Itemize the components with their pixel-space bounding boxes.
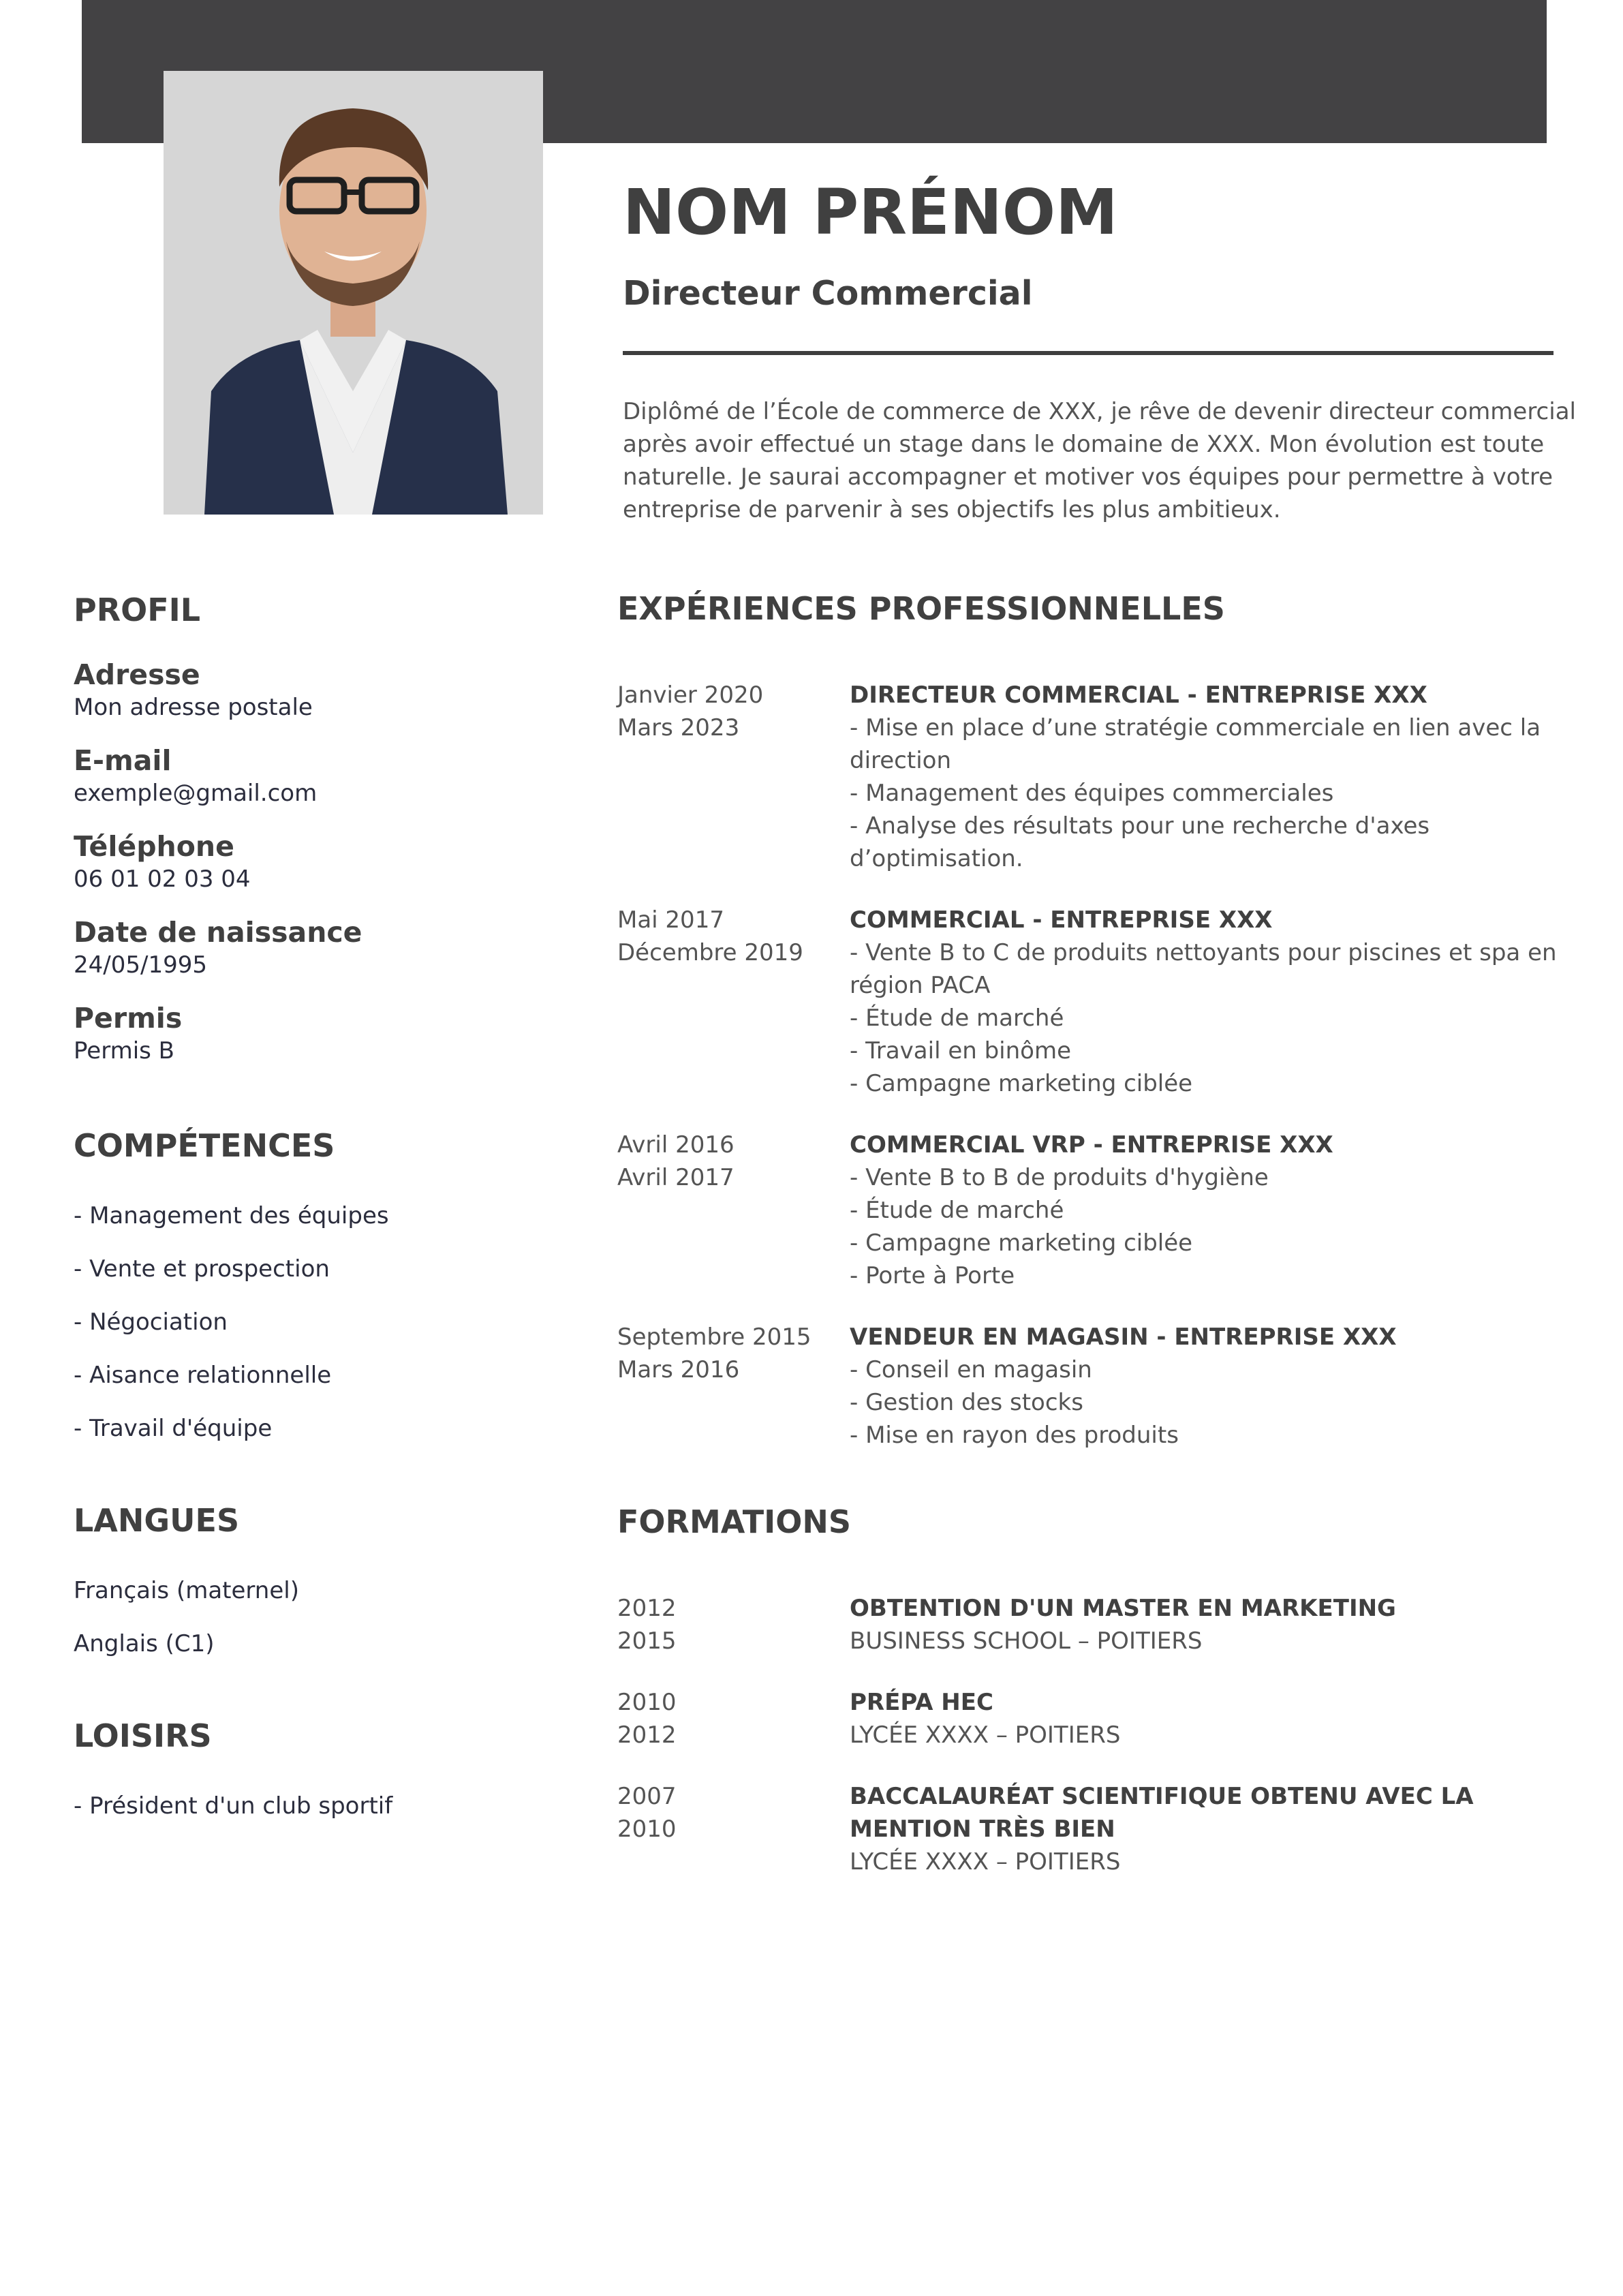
summary-line: après avoir effectué un stage dans le domaine de XXX. Mon évolution est toute <box>623 431 1545 458</box>
profil-field-email <box>74 744 564 807</box>
profil-title: PROFIL <box>74 592 201 628</box>
formation-title: PRÉPA HEC <box>850 1689 993 1716</box>
formations-title: FORMATIONS <box>617 1503 851 1540</box>
date-end: 2010 <box>617 1816 677 1843</box>
field-value: 24/05/1995 <box>74 951 207 979</box>
experience-dates <box>617 904 850 1100</box>
formation-title: BACCALAURÉAT SCIENTIFIQUE OBTENU AVEC LA <box>850 1783 1474 1810</box>
date-start: 2010 <box>617 1689 677 1716</box>
date-end: 2015 <box>617 1627 677 1655</box>
experience-body <box>850 679 1558 875</box>
field-label: Adresse <box>74 658 200 691</box>
experience-line: - Mise en rayon des produits <box>850 1422 1179 1449</box>
formation-dates <box>617 1592 850 1657</box>
candidate-name: NOM PRÉNOM <box>623 176 1118 249</box>
competences-list <box>74 1202 564 1468</box>
experience-line: - Travail en binôme <box>850 1037 1072 1065</box>
date-start: 2012 <box>617 1595 677 1622</box>
experiences-title: EXPÉRIENCES PROFESSIONNELLES <box>617 590 1225 627</box>
formation-dates <box>617 1686 850 1751</box>
left-column <box>74 592 564 1846</box>
experience-line: d’optimisation. <box>850 845 1023 872</box>
experience-title: COMMERCIAL VRP - ENTREPRISE XXX <box>850 1131 1333 1159</box>
list-item: - Management des équipes <box>74 1202 389 1229</box>
langues-list <box>74 1577 564 1683</box>
date-end: Avril 2017 <box>617 1164 735 1191</box>
date-start: Janvier 2020 <box>617 682 764 709</box>
experience-body <box>850 1129 1558 1292</box>
date-end: Décembre 2019 <box>617 939 803 966</box>
experience-dates <box>617 1321 850 1452</box>
profil-field-phone <box>74 830 564 893</box>
formation-entry <box>617 1686 1558 1751</box>
list-item: - Travail d'équipe <box>74 1415 273 1442</box>
right-column <box>617 590 1558 1878</box>
experience-dates <box>617 679 850 875</box>
date-end: Mars 2016 <box>617 1356 740 1383</box>
field-label: Téléphone <box>74 830 234 863</box>
experience-line: - Analyse des résultats pour une recherche d'axes <box>850 812 1430 840</box>
list-item: Français (maternel) <box>74 1577 299 1604</box>
date-end: Mars 2023 <box>617 714 740 741</box>
list-item: Anglais (C1) <box>74 1630 215 1657</box>
field-label: Date de naissance <box>74 916 362 949</box>
formation-school: LYCÉE XXXX – POITIERS <box>850 1848 1121 1876</box>
experience-entry <box>617 1129 1558 1292</box>
field-label: Permis <box>74 1002 183 1035</box>
formation-body <box>850 1686 1558 1751</box>
experience-line: direction <box>850 747 951 774</box>
summary-line: Diplômé de l’École de commerce de XXX, je rêve de devenir directeur commercial <box>623 398 1576 425</box>
field-value: Mon adresse postale <box>74 694 313 721</box>
formation-body <box>850 1780 1558 1878</box>
header-divider <box>623 351 1554 355</box>
list-item: - Aisance relationnelle <box>74 1362 332 1389</box>
date-start: Mai 2017 <box>617 906 724 934</box>
field-label: E-mail <box>74 744 172 777</box>
experience-line: - Vente B to B de produits d'hygiène <box>850 1164 1269 1191</box>
experience-line: - Campagne marketing ciblée <box>850 1229 1193 1257</box>
date-start: Septembre 2015 <box>617 1323 812 1351</box>
experience-line: - Conseil en magasin <box>850 1356 1092 1383</box>
date-start: Avril 2016 <box>617 1131 735 1159</box>
experience-entry <box>617 1321 1558 1452</box>
experience-line: - Mise en place d’une stratégie commerciale en lien avec la <box>850 714 1541 741</box>
experience-line: - Management des équipes commerciales <box>850 780 1334 807</box>
loisirs-list <box>74 1792 564 1846</box>
profile-photo <box>164 71 543 515</box>
experience-body <box>850 904 1558 1100</box>
formation-entry <box>617 1592 1558 1657</box>
date-start: 2007 <box>617 1783 677 1810</box>
experience-entry <box>617 679 1558 875</box>
experience-title: VENDEUR EN MAGASIN - ENTREPRISE XXX <box>850 1323 1397 1351</box>
field-value: Permis B <box>74 1037 175 1065</box>
profil-field-birthdate <box>74 916 564 979</box>
date-end: 2012 <box>617 1721 677 1749</box>
profil-field-license <box>74 1002 564 1065</box>
experience-body <box>850 1321 1558 1452</box>
formation-school: LYCÉE XXXX – POITIERS <box>850 1721 1121 1749</box>
list-item: - Négociation <box>74 1308 228 1336</box>
formation-entry <box>617 1780 1558 1878</box>
langues-title: LANGUES <box>74 1502 240 1539</box>
experience-line: - Étude de marché <box>850 1197 1064 1224</box>
experience-entry <box>617 904 1558 1100</box>
formation-title: OBTENTION D'UN MASTER EN MARKETING <box>850 1595 1396 1622</box>
experience-line: - Vente B to C de produits nettoyants pour piscines et spa en <box>850 939 1557 966</box>
summary-line: naturelle. Je saurai accompagner et motiver vos équipes pour permettre à votre <box>623 463 1553 491</box>
field-value: 06 01 02 03 04 <box>74 866 251 893</box>
summary-line: entreprise de parvenir à ses objectifs les plus ambitieux. <box>623 496 1281 523</box>
formation-dates <box>617 1780 850 1878</box>
formation-school: BUSINESS SCHOOL – POITIERS <box>850 1627 1203 1655</box>
experience-title: DIRECTEUR COMMERCIAL - ENTREPRISE XXX <box>850 682 1427 709</box>
experience-line: région PACA <box>850 972 991 999</box>
list-item: - Président d'un club sportif <box>74 1792 393 1820</box>
experience-line: - Gestion des stocks <box>850 1389 1083 1416</box>
formation-body <box>850 1592 1558 1657</box>
competences-title: COMPÉTENCES <box>74 1127 335 1164</box>
experience-line: - Étude de marché <box>850 1005 1064 1032</box>
job-title: Directeur Commercial <box>623 274 1033 313</box>
list-item: - Vente et prospection <box>74 1255 330 1283</box>
experience-line: - Campagne marketing ciblée <box>850 1070 1193 1097</box>
field-value: exemple@gmail.com <box>74 780 318 807</box>
profil-field-address <box>74 658 564 721</box>
loisirs-title: LOISIRS <box>74 1717 212 1754</box>
experience-dates <box>617 1129 850 1292</box>
profile-summary <box>623 395 1576 526</box>
experience-title: COMMERCIAL - ENTREPRISE XXX <box>850 906 1273 934</box>
formation-title: MENTION TRÈS BIEN <box>850 1816 1115 1843</box>
experience-line: - Porte à Porte <box>850 1262 1015 1289</box>
